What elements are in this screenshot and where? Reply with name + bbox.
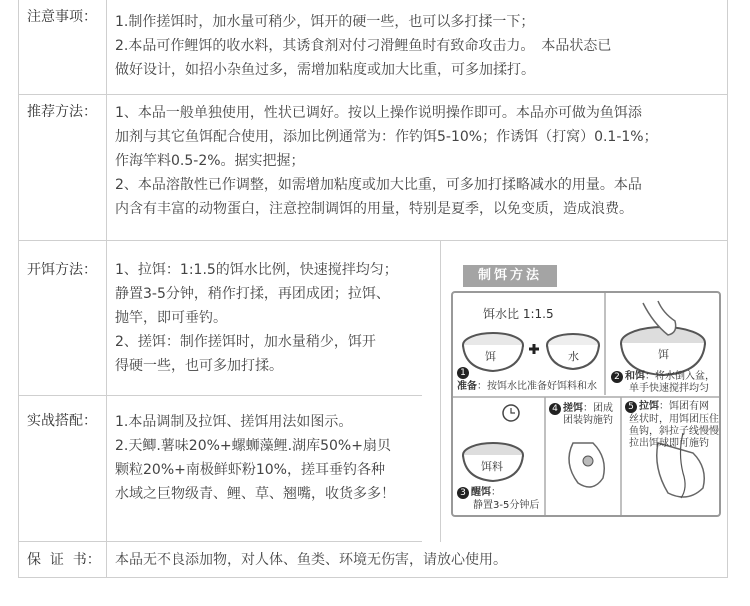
method-line: 静置3-5分钟，稍作打揉，再团成团；拉饵、 bbox=[115, 286, 390, 302]
recommend-line: 1、本品一般单独使用，性状已调好。按以上操作说明操作即可。本品亦可做为鱼饵添 bbox=[115, 105, 642, 121]
water-bowl-label: 水 bbox=[568, 350, 579, 363]
step1-text bbox=[457, 381, 597, 393]
practice-line: 水域之巨物级青、鲤、草、翘嘴，收货多多！ bbox=[115, 486, 395, 502]
practice-label: 实战搭配： bbox=[19, 396, 107, 541]
recommend-line: 作海竿料0.5-2%。据实把握； bbox=[115, 153, 305, 169]
recommend-text bbox=[115, 101, 658, 221]
method-line: 1、拉饵：1:1.5的饵水比例，快速搅拌均匀； bbox=[115, 262, 398, 278]
notes-label: 注意事项： bbox=[19, 0, 107, 94]
step4-number: 4 bbox=[549, 403, 561, 415]
practice-line: 颗粒20%+南极鲜虾粉10%，搓耳垂钓各种 bbox=[115, 462, 385, 478]
bait-method-illustration bbox=[451, 266, 721, 534]
method-line: 抛竿，即可垂钓。 bbox=[115, 310, 227, 326]
step1-desc: ：按饵水比准备好饵料和水 bbox=[477, 381, 597, 392]
notes-text bbox=[115, 10, 611, 82]
step5-title: 拉饵 bbox=[639, 401, 659, 412]
step5-caption bbox=[625, 401, 709, 413]
bait-bowl-label: 饵 bbox=[485, 350, 496, 363]
step5-number: 5 bbox=[625, 401, 637, 413]
step2-desc-2: 单手快速搅拌均匀 bbox=[629, 383, 709, 394]
notes-line: 1.制作搓饵时，加水量可稍少，饵开的硬一些，也可以多打揉一下； bbox=[115, 14, 535, 30]
step3-caption bbox=[457, 487, 501, 499]
step3-desc-2: 静置3-5分钟后 bbox=[473, 500, 540, 511]
step3-number: 3 bbox=[457, 487, 469, 499]
step3-title: 醒饵 bbox=[471, 487, 491, 498]
guarantee-text: 本品无不良添加物，对人体、鱼类、环境无伤害，请放心使用。 bbox=[115, 552, 507, 568]
notes-line: 2.本品可作鲤饵的收水料，其诱食剂对付刁滑鲤鱼时有致命攻击力。 本品状态已 bbox=[115, 38, 612, 54]
recommend-label: 推荐方法： bbox=[19, 95, 107, 240]
recommend-line: 内含有丰富的动物蛋白，注意控制调饵的用量，特别是夏季，以免变质，造成浪费。 bbox=[115, 201, 633, 217]
step5-desc-3: 鱼钩，斜拉子线慢慢 bbox=[629, 426, 719, 437]
step5-desc-2: 丝状时，用饵团压住 bbox=[629, 414, 719, 425]
illustration-frame bbox=[451, 291, 721, 517]
step3-desc: ： bbox=[491, 487, 501, 498]
product-info-table bbox=[18, 0, 728, 578]
mixing-bowl-label: 饵 bbox=[658, 348, 669, 361]
step4-caption bbox=[549, 403, 613, 415]
notes-row bbox=[19, 0, 727, 95]
practice-line: 1.本品调制及拉饵、搓饵用法如图示。 bbox=[115, 414, 353, 430]
step1-title: 准备 bbox=[457, 381, 477, 392]
method-line: 得硬一些，也可多加打揉。 bbox=[115, 358, 283, 374]
bait-method-illustration-cell bbox=[440, 241, 727, 542]
step1-caption bbox=[457, 367, 471, 379]
illustration-title: 制饵方法 bbox=[463, 265, 557, 287]
ratio-text: 饵水比 1:1.5 bbox=[483, 307, 554, 321]
step1-number: 1 bbox=[457, 367, 469, 379]
plus-icon bbox=[529, 344, 539, 354]
step4-desc: ：团成 bbox=[583, 403, 613, 414]
recommend-row bbox=[19, 95, 727, 241]
recommend-line: 2、本品溶散性已作调整，如需增加粘度或加大比重，可多加打揉略减水的用量。本品 bbox=[115, 177, 642, 193]
step2-desc: ：将水倒入盆， bbox=[645, 371, 715, 382]
bait-ball-icon bbox=[583, 456, 593, 466]
resting-bowl-label: 饵料 bbox=[481, 460, 503, 473]
step5-desc-4: 拉出饵球即可施钓 bbox=[629, 438, 709, 449]
guarantee-row bbox=[19, 542, 727, 578]
practice-text bbox=[115, 410, 395, 506]
step2-caption bbox=[611, 371, 715, 383]
practice-line: 2.天鲫.薯味20%+螺蛳藻鲤.湖库50%+扇贝 bbox=[115, 438, 391, 454]
notes-line: 做好设计，如招小杂鱼过多，需增加粘度或加大比重，可多加揉打。 bbox=[115, 62, 535, 78]
method-text bbox=[115, 258, 398, 378]
method-line: 2、搓饵：制作搓饵时，加水量稍少，饵开 bbox=[115, 334, 376, 350]
step5-desc: ：饵团有网 bbox=[659, 401, 709, 412]
step4-desc-2: 团装钩施钓 bbox=[563, 415, 613, 426]
step4-title: 搓饵 bbox=[563, 403, 583, 414]
method-label: 开饵方法： bbox=[19, 241, 107, 395]
guarantee-label: 保 证 书： bbox=[19, 542, 107, 578]
method-row bbox=[19, 241, 422, 396]
recommend-line: 加剂与其它鱼饵配合使用，添加比例通常为：作钓饵5-10%；作诱饵（打窝）0.1-1%； bbox=[115, 129, 658, 145]
step2-title: 和饵 bbox=[625, 371, 645, 382]
step2-number: 2 bbox=[611, 371, 623, 383]
practice-row bbox=[19, 396, 422, 542]
